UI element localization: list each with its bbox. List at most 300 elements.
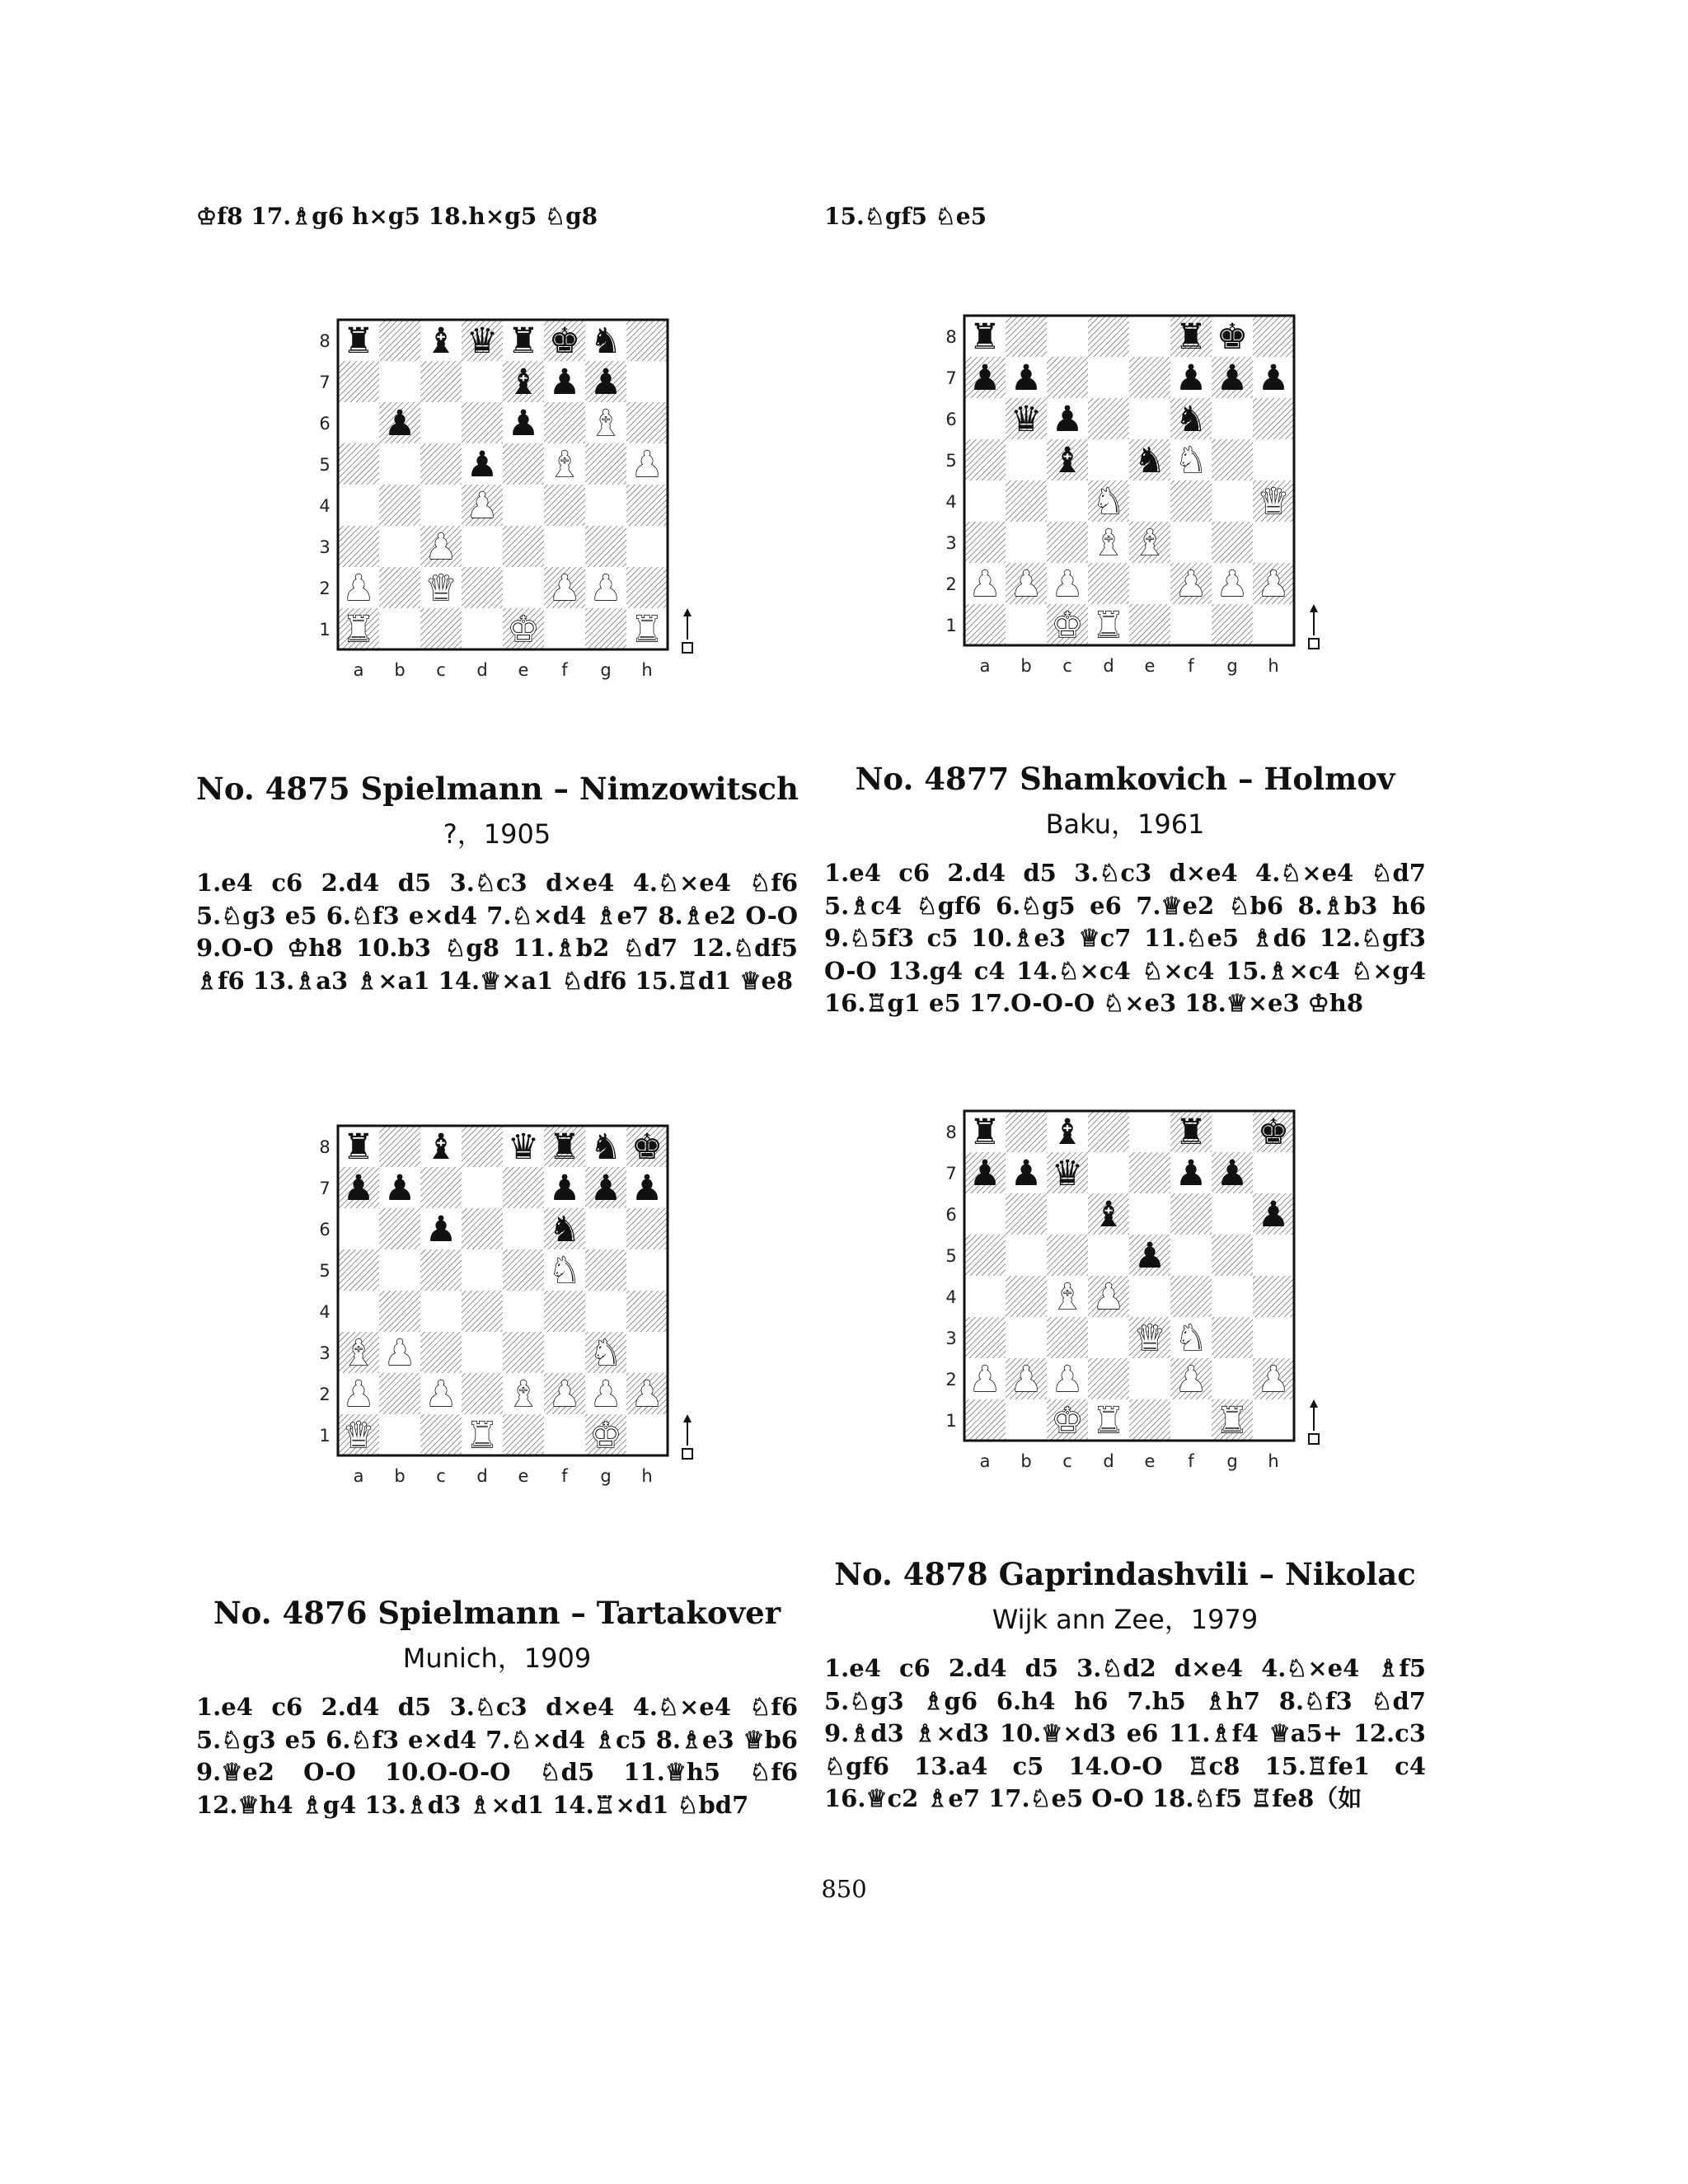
file-label: f [561, 660, 568, 680]
white-pawn-icon: ♟ [1051, 564, 1084, 605]
board-square [420, 485, 462, 526]
board-square [1253, 439, 1294, 480]
white-queen-icon: ♛ [1133, 1318, 1166, 1359]
rank-label: 1 [319, 620, 331, 640]
black-bishop-icon: ♝ [1092, 1194, 1125, 1235]
board-square [379, 1249, 420, 1291]
board-square [462, 1332, 503, 1373]
board-square [1212, 398, 1253, 439]
file-label: d [476, 1466, 488, 1486]
board-square [1129, 1193, 1170, 1235]
board-square [585, 526, 626, 567]
board-square [338, 1291, 379, 1332]
board-square [1170, 1399, 1212, 1441]
board-square [1047, 1235, 1088, 1276]
board-square [1170, 1193, 1212, 1235]
black-pawn-icon: ♟ [589, 1168, 622, 1209]
white-bishop-icon: ♝ [1092, 523, 1125, 564]
black-pawn-icon: ♟ [466, 444, 499, 485]
file-label: d [1103, 1451, 1114, 1471]
black-bishop-icon: ♝ [1051, 1112, 1084, 1153]
board-square [1006, 480, 1047, 522]
white-pawn-icon: ♟ [342, 1374, 375, 1415]
board-square [1129, 480, 1170, 522]
board-square [1129, 604, 1170, 645]
board-square [338, 361, 379, 402]
board-square [585, 1208, 626, 1249]
rank-label: 5 [945, 451, 957, 471]
rank-label: 4 [945, 492, 957, 512]
board-square [462, 1291, 503, 1332]
board-square [1253, 1317, 1294, 1358]
board-square [420, 1249, 462, 1291]
white-pawn-icon: ♟ [1257, 1359, 1290, 1400]
board-square [1006, 1111, 1047, 1152]
file-label: c [436, 1466, 446, 1486]
black-king-icon: ♚ [1257, 1112, 1290, 1153]
white-queen-icon: ♛ [342, 1415, 375, 1456]
black-pawn-icon: ♟ [548, 1168, 581, 1209]
black-queen-icon: ♛ [507, 1127, 540, 1168]
board-square [964, 604, 1006, 645]
black-bishop-icon: ♝ [507, 362, 540, 403]
board-square [1047, 1317, 1088, 1358]
black-pawn-icon: ♟ [1010, 1153, 1043, 1194]
board-square [1088, 1111, 1129, 1152]
board-square [503, 1208, 544, 1249]
board-square [1212, 439, 1253, 480]
white-queen-icon: ♛ [424, 568, 457, 609]
board-square [1047, 1193, 1088, 1235]
game-place: ?，1905 [443, 818, 551, 850]
black-knight-icon: ♞ [1175, 399, 1207, 440]
board-square [1212, 1317, 1253, 1358]
black-pawn-icon: ♟ [424, 1209, 457, 1250]
black-knight-icon: ♞ [589, 1127, 622, 1168]
chess-board [305, 313, 701, 701]
rank-label: 1 [319, 1426, 331, 1446]
board-square [585, 608, 626, 649]
white-bishop-icon: ♝ [1051, 1277, 1084, 1318]
white-pawn-icon: ♟ [466, 485, 499, 527]
board-square [462, 1249, 503, 1291]
board-square [544, 608, 585, 649]
white-pawn-icon: ♟ [968, 1359, 1001, 1400]
rank-label: 7 [945, 368, 957, 388]
board-square [1170, 604, 1212, 645]
board-square [338, 485, 379, 526]
board-square [1212, 1111, 1253, 1152]
file-label: e [518, 1466, 529, 1486]
white-to-move-icon [1309, 604, 1319, 649]
board-square [420, 1332, 462, 1373]
board-square [338, 402, 379, 443]
board-square [462, 1126, 503, 1167]
chess-diagram [305, 313, 701, 704]
board-square [964, 1193, 1006, 1235]
black-pawn-icon: ♟ [507, 403, 540, 444]
rank-label: 3 [319, 1343, 331, 1363]
white-knight-icon: ♞ [589, 1333, 622, 1374]
board-square [420, 361, 462, 402]
rank-label: 3 [945, 533, 957, 553]
board-square [379, 608, 420, 649]
board-square [503, 1167, 544, 1208]
rank-label: 6 [945, 410, 957, 429]
rank-label: 2 [319, 579, 331, 598]
board-square [1129, 1358, 1170, 1399]
board-square [1088, 1235, 1129, 1276]
board-square [462, 526, 503, 567]
black-pawn-icon: ♟ [1175, 1153, 1207, 1194]
white-pawn-icon: ♟ [1175, 1359, 1207, 1400]
board-square [1129, 1399, 1170, 1441]
board-square [1253, 522, 1294, 563]
rank-label: 6 [319, 1220, 331, 1240]
file-label: g [1226, 656, 1238, 676]
rank-label: 1 [945, 616, 957, 635]
board-square [1212, 1276, 1253, 1317]
rank-label: 1 [945, 1411, 957, 1431]
white-bishop-icon: ♝ [589, 403, 622, 444]
board-square [1088, 439, 1129, 480]
black-pawn-icon: ♟ [1010, 358, 1043, 399]
board-square [1088, 316, 1129, 357]
white-knight-icon: ♞ [1175, 440, 1207, 481]
board-square [379, 1291, 420, 1332]
rank-label: 8 [945, 327, 957, 347]
rank-label: 2 [945, 1370, 957, 1390]
black-queen-icon: ♛ [466, 321, 499, 362]
white-pawn-icon: ♟ [631, 444, 663, 485]
white-pawn-icon: ♟ [589, 568, 622, 609]
rank-label: 2 [319, 1385, 331, 1404]
black-pawn-icon: ♟ [631, 1168, 663, 1209]
board-square [462, 1208, 503, 1249]
board-square [544, 402, 585, 443]
board-square [544, 526, 585, 567]
game-place: Munich，1909 [402, 1643, 592, 1674]
board-square [1212, 522, 1253, 563]
black-pawn-icon: ♟ [342, 1168, 375, 1209]
board-square [503, 1249, 544, 1291]
board-square [1047, 480, 1088, 522]
file-label: e [518, 660, 529, 680]
white-king-icon: ♚ [507, 609, 540, 650]
board-square [420, 608, 462, 649]
board-square [503, 1291, 544, 1332]
board-square [1006, 1399, 1047, 1441]
board-square [420, 1414, 462, 1455]
board-square [338, 526, 379, 567]
chess-diagram [305, 1119, 701, 1510]
board-square [626, 1291, 668, 1332]
board-square [379, 526, 420, 567]
black-pawn-icon: ♟ [1257, 1194, 1290, 1235]
board-square [503, 485, 544, 526]
board-square [503, 1414, 544, 1455]
rank-label: 3 [945, 1329, 957, 1348]
file-label: f [561, 1466, 568, 1486]
board-square [626, 1208, 668, 1249]
board-square [1253, 1152, 1294, 1193]
continuation-line-left: ♔f8 17.♗g6 h×g5 18.h×g5 ♘g8 [196, 203, 598, 230]
board-square [462, 1373, 503, 1414]
board-square [1006, 1317, 1047, 1358]
board-square [1047, 316, 1088, 357]
board-square [420, 1291, 462, 1332]
white-rook-icon: ♜ [631, 609, 663, 650]
black-pawn-icon: ♟ [968, 1153, 1001, 1194]
white-pawn-icon: ♟ [1257, 564, 1290, 605]
file-label: b [1020, 656, 1032, 676]
game-moves: 1.e4 c6 2.d4 d5 3.♘c3 d×e4 4.♘×e4 ♘f6 5.♘g3 e5 6.♘f3 e×d4 7.♘×d4 ♗c5 8.♗e3 ♕b6 9.♕e2 O-O 10.O-O-O ♘d5 11.♕h5 ♘f6 12.♕h4 ♗g4 13.♗d3 ♗×d1 14.♖×d1 ♘bd7 [196, 1693, 798, 1819]
board-square [964, 480, 1006, 522]
file-label: e [1144, 656, 1156, 676]
black-rook-icon: ♜ [1175, 1112, 1207, 1153]
file-label: f [1188, 1451, 1194, 1471]
board-square [1212, 1193, 1253, 1235]
rank-label: 2 [945, 574, 957, 594]
white-pawn-icon: ♟ [1010, 564, 1043, 605]
chess-board [305, 1119, 701, 1507]
board-square [1129, 1111, 1170, 1152]
rank-label: 6 [319, 414, 331, 434]
board-square [379, 320, 420, 361]
black-pawn-icon: ♟ [1216, 358, 1249, 399]
board-square [1253, 398, 1294, 439]
black-pawn-icon: ♟ [1175, 358, 1207, 399]
white-rook-icon: ♜ [1092, 605, 1125, 646]
file-label: a [979, 656, 991, 676]
black-pawn-icon: ♟ [383, 1168, 416, 1209]
board-square [1129, 1152, 1170, 1193]
board-square [1212, 480, 1253, 522]
board-square [1006, 316, 1047, 357]
file-label: h [1268, 656, 1279, 676]
black-bishop-icon: ♝ [424, 1127, 457, 1168]
board-square [544, 1291, 585, 1332]
file-label: d [476, 660, 488, 680]
file-label: h [1268, 1451, 1279, 1471]
board-square [379, 485, 420, 526]
board-square [1088, 357, 1129, 398]
white-pawn-icon: ♟ [1051, 1359, 1084, 1400]
board-square [379, 1208, 420, 1249]
black-bishop-icon: ♝ [424, 321, 457, 362]
board-square [1047, 357, 1088, 398]
rank-label: 8 [945, 1122, 957, 1142]
game-place: Wijk ann Zee，1979 [992, 1604, 1259, 1635]
white-pawn-icon: ♟ [383, 1333, 416, 1374]
white-bishop-icon: ♝ [548, 444, 581, 485]
board-square [1212, 1235, 1253, 1276]
board-square [626, 485, 668, 526]
board-square [1253, 1276, 1294, 1317]
board-square [964, 1317, 1006, 1358]
board-square [420, 402, 462, 443]
file-label: a [979, 1451, 991, 1471]
file-label: c [1062, 1451, 1072, 1471]
board-square [420, 443, 462, 485]
board-square [626, 567, 668, 608]
board-square [1129, 563, 1170, 604]
rank-label: 4 [319, 496, 331, 516]
black-pawn-icon: ♟ [383, 403, 416, 444]
file-label: a [353, 660, 364, 680]
board-square [1129, 357, 1170, 398]
board-square [1129, 316, 1170, 357]
black-rook-icon: ♜ [342, 1127, 375, 1168]
white-king-icon: ♚ [1051, 605, 1084, 646]
white-pawn-icon: ♟ [631, 1374, 663, 1415]
file-label: g [1226, 1451, 1238, 1471]
board-square [1006, 522, 1047, 563]
game-title: No. 4878 Gaprindashvili – Nikolac [834, 1556, 1416, 1592]
board-square [338, 1249, 379, 1291]
board-square [420, 1167, 462, 1208]
white-bishop-icon: ♝ [1133, 523, 1166, 564]
board-square [379, 567, 420, 608]
rank-label: 4 [319, 1302, 331, 1322]
white-pawn-icon: ♟ [424, 527, 457, 568]
file-label: g [600, 660, 612, 680]
white-to-move-icon [682, 608, 692, 653]
rank-label: 7 [319, 373, 331, 392]
black-pawn-icon: ♟ [548, 362, 581, 403]
white-pawn-icon: ♟ [548, 1374, 581, 1415]
board-square [1253, 316, 1294, 357]
white-pawn-icon: ♟ [1010, 1359, 1043, 1400]
rank-label: 5 [319, 455, 331, 475]
board-square [462, 402, 503, 443]
black-queen-icon: ♛ [1010, 399, 1043, 440]
board-square [626, 402, 668, 443]
white-king-icon: ♚ [589, 1415, 622, 1456]
game-title: No. 4876 Spielmann – Tartakover [213, 1595, 781, 1631]
board-square [1006, 1193, 1047, 1235]
file-label: g [600, 1466, 612, 1486]
board-square [379, 1126, 420, 1167]
board-square [1170, 1235, 1212, 1276]
board-square [1006, 439, 1047, 480]
board-square [1170, 1276, 1212, 1317]
board-square [626, 1414, 668, 1455]
board-square [585, 443, 626, 485]
board-square [626, 1332, 668, 1373]
board-square [585, 1249, 626, 1291]
board-square [503, 567, 544, 608]
file-label: d [1103, 656, 1114, 676]
rank-label: 8 [319, 331, 331, 351]
game-moves: 1.e4 c6 2.d4 d5 3.♘c3 d×e4 4.♘×e4 ♘d7 5.♗c4 ♘gf6 6.♘g5 e6 7.♕e2 ♘b6 8.♗b3 h6 9.♘5f3 c5 10.♗e3 ♕c7 11.♘e5 ♗d6 12.♘gf3 O-O 13.g4 c4 14.♘×c4 ♘×c4 15.♗×c4 ♘×g4 16.♖g1 e5 17.O-O-O ♘×e3 18.♕×e3 ♔h8 [824, 859, 1426, 1017]
board-square [462, 361, 503, 402]
black-rook-icon: ♜ [968, 316, 1001, 358]
black-rook-icon: ♜ [1175, 316, 1207, 358]
rank-label: 5 [319, 1261, 331, 1281]
board-square [1006, 1235, 1047, 1276]
board-square [626, 1249, 668, 1291]
board-square [462, 567, 503, 608]
black-rook-icon: ♜ [968, 1112, 1001, 1153]
black-pawn-icon: ♟ [589, 362, 622, 403]
board-square [503, 526, 544, 567]
white-pawn-icon: ♟ [1175, 564, 1207, 605]
white-king-icon: ♚ [1051, 1400, 1084, 1441]
white-rook-icon: ♜ [1092, 1400, 1125, 1441]
file-label: e [1144, 1451, 1156, 1471]
game-moves: 1.e4 c6 2.d4 d5 3.♘d2 d×e4 4.♘×e4 ♗f5 5.♘g3 ♗g6 6.h4 h6 7.h5 ♗h7 8.♘f3 ♘d7 9.♗d3 ♗×d3 10.♕×d3 e6 11.♗f4 ♕a5+ 12.c3 ♘gf6 13.a4 c5 14.O-O ♖c8 15.♖fe1 c4 16.♕c2 ♗e7 17.♘e5 O-O 18.♘f5 ♖fe8（如 [824, 1654, 1426, 1812]
black-pawn-icon: ♟ [1133, 1235, 1166, 1277]
board-square [379, 361, 420, 402]
file-label: c [436, 660, 446, 680]
chess-board [931, 1104, 1327, 1492]
file-label: b [1020, 1451, 1032, 1471]
board-square [585, 485, 626, 526]
board-square [1253, 604, 1294, 645]
white-queen-icon: ♛ [1257, 481, 1290, 523]
game-title: No. 4875 Spielmann – Nimzowitsch [196, 771, 799, 807]
board-square [1006, 1276, 1047, 1317]
white-pawn-icon: ♟ [342, 568, 375, 609]
black-rook-icon: ♜ [548, 1127, 581, 1168]
chess-board [931, 309, 1327, 696]
white-pawn-icon: ♟ [1092, 1277, 1125, 1318]
chess-diagram [931, 309, 1327, 700]
white-pawn-icon: ♟ [589, 1374, 622, 1415]
board-square [544, 485, 585, 526]
board-square [379, 443, 420, 485]
black-bishop-icon: ♝ [1051, 440, 1084, 481]
board-square [1129, 1276, 1170, 1317]
rank-label: 7 [945, 1164, 957, 1183]
board-square [1006, 604, 1047, 645]
black-rook-icon: ♜ [507, 321, 540, 362]
black-king-icon: ♚ [631, 1127, 663, 1168]
board-square [338, 443, 379, 485]
board-square [462, 1167, 503, 1208]
board-square [1253, 1235, 1294, 1276]
board-square [1088, 398, 1129, 439]
board-square [338, 1208, 379, 1249]
board-square [1088, 563, 1129, 604]
file-label: h [641, 1466, 653, 1486]
board-square [1088, 1358, 1129, 1399]
board-square [626, 526, 668, 567]
board-square [462, 608, 503, 649]
board-square [1212, 604, 1253, 645]
white-knight-icon: ♞ [548, 1250, 581, 1291]
white-knight-icon: ♞ [1092, 481, 1125, 523]
black-pawn-icon: ♟ [1216, 1153, 1249, 1194]
white-to-move-icon [1309, 1399, 1319, 1444]
rank-label: 3 [319, 537, 331, 557]
white-pawn-icon: ♟ [968, 564, 1001, 605]
rank-label: 7 [319, 1179, 331, 1198]
white-bishop-icon: ♝ [342, 1333, 375, 1374]
rank-label: 4 [945, 1287, 957, 1307]
board-square [1253, 1399, 1294, 1441]
white-bishop-icon: ♝ [507, 1374, 540, 1415]
board-square [503, 443, 544, 485]
board-square [379, 1414, 420, 1455]
chess-diagram [931, 1104, 1327, 1495]
board-square [964, 1235, 1006, 1276]
black-pawn-icon: ♟ [1051, 399, 1084, 440]
white-rook-icon: ♜ [342, 609, 375, 650]
board-square [964, 1399, 1006, 1441]
white-to-move-icon [682, 1414, 692, 1459]
